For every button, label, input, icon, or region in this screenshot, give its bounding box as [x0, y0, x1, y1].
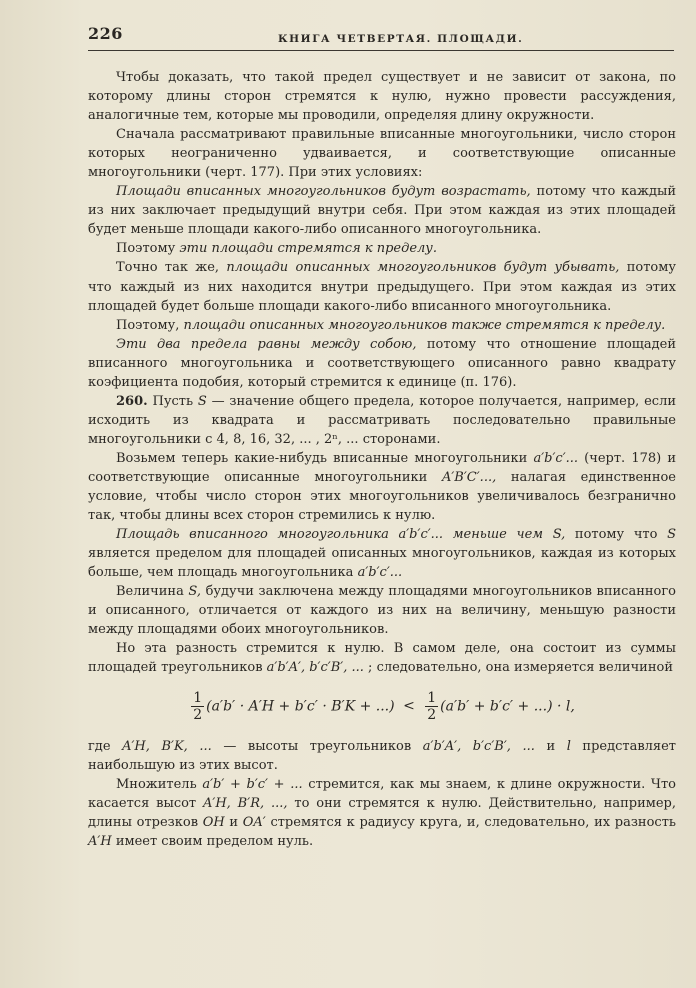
text-run: Множитель [116, 776, 203, 792]
text-run: A′H, B′K, ... [122, 738, 212, 754]
text-run: OH [202, 814, 225, 830]
paragraphs-before-formula [88, 68, 676, 678]
text-run: то они стремятся к нулю. Действительно, например, длины отрезков [88, 795, 676, 830]
paragraph [88, 182, 676, 239]
paragraph [88, 258, 676, 315]
paragraph [88, 392, 676, 449]
text-run: налагая единственное условие, чтобы число сторон этих многоугольников увеличивалось безгранично так, чтобы длины всех сторон стремились к нулю. [88, 469, 677, 524]
text-run: стремится, как мы знаем, к длине окружности. Что касается высот [88, 776, 676, 811]
formula [88, 690, 676, 723]
text-run: Площадь вписанного многоугольника a′b′c′... меньше чем S, [116, 527, 566, 543]
text-run: l [566, 738, 571, 754]
text-run: Величина [116, 584, 189, 600]
paragraph [88, 449, 676, 525]
text-run: стремятся к радиусу круга, и, следовательно, их разность [265, 814, 676, 830]
text-run: является пределом для площадей описанных многоугольников, каждая из которых больше, чем площадь многоугольника [88, 546, 676, 581]
text-run: A′B′C′..., [441, 469, 497, 485]
text-run: a′b′c′... [533, 450, 579, 466]
paragraph [88, 125, 676, 182]
text-run: (черт. 178) и соответствующие описанные многоугольники [88, 450, 676, 485]
text-run: Поэтому, [116, 317, 184, 333]
text-run: — значение общего предела, которое получается, например, если исходить из квадрата и рассматривать последовательно правильные многоугольники с 4, 8, 16, 32, ... , 2ⁿ, ... сторонами. [88, 393, 676, 447]
text-run: представляет наибольшую из этих высот. [88, 738, 676, 773]
text-run: потому что каждый из них находится внутри предыдущего. При этом каждая из этих площадей будет больше площади какого-либо вписанного многоугольника. [88, 260, 676, 314]
text-run: имеет своим пределом нуль. [111, 833, 314, 849]
text-run: Эти два предела равны между собою, [116, 336, 417, 352]
text-run: Чтобы доказать, что такой предел существует и не зависит от закона, по которому длины сторон стремятся к нулю, нужно провести рассуждения, аналогичные тем, которые мы проводили, определяя длину окружности. [88, 70, 676, 124]
text-run: площади описанных многоугольников будут убывать, [226, 260, 620, 276]
fraction-half-right: $\frac{1}{2}$ [427, 689, 437, 723]
text-run: и [224, 814, 243, 830]
paragraph [88, 639, 676, 677]
page-header [88, 24, 674, 51]
text-run: S [197, 393, 207, 409]
fraction-half-left: $\frac{1}{2}$ [193, 689, 203, 723]
body-text [88, 68, 676, 851]
paragraphs-after-formula [88, 737, 676, 851]
text-run: потому что [565, 527, 668, 543]
text-run: S, [188, 584, 201, 600]
paragraph [88, 775, 676, 851]
text-run: a′b′ + b′c′ + ... [202, 776, 303, 792]
page-number: 226 [88, 24, 123, 43]
text-run: площади описанных многоугольников также стремятся к пределу. [183, 317, 666, 333]
paragraph [88, 316, 676, 335]
paragraph [88, 68, 676, 125]
text-run: — высоты треугольников [211, 738, 423, 754]
text-run: эти площади стремятся к пределу. [179, 241, 437, 257]
text-run: Пусть [147, 393, 198, 409]
text-run: ; следовательно, она измеряется величиной [363, 660, 673, 676]
text-run: Площади вписанных многоугольников будут возрастать, [116, 184, 531, 200]
formula-relation: < [403, 698, 415, 714]
paragraph [88, 525, 676, 582]
running-head: КНИГА ЧЕТВЕРТАЯ. ПЛОЩАДИ. [278, 33, 524, 45]
text-run: A′H [88, 833, 112, 849]
text-run: Возьмем теперь какие-нибудь вписанные многоугольники [116, 450, 534, 466]
text-run: где [88, 738, 123, 754]
paragraph [88, 582, 676, 639]
text-run: a′b′A′, b′c′B′, ... [422, 738, 535, 754]
text-run: и [534, 738, 567, 754]
formula-left: (a′b′ · A′H + b′c′ · B′K + ...) [206, 698, 395, 714]
text-run: 260. [116, 393, 148, 409]
formula-right: (a′b′ + b′c′ + ...) · l, [440, 698, 575, 714]
text-run: Поэтому [116, 241, 180, 257]
text-run: OA′ [242, 814, 266, 830]
paragraph [88, 737, 676, 775]
text-run: Точно так же, [116, 260, 227, 276]
text-run: a′b′A′, b′c′B′, ... [266, 660, 364, 676]
text-run: потому что каждый из них заключает предыдущий внутри себя. При этом каждая из этих площадей будет меньше площади какого-либо описанного многоугольника. [88, 184, 676, 238]
text-run: Но эта разность стремится к нулю. В самом деле, она состоит из суммы площадей треугольников [88, 641, 676, 676]
text-run: a′b′c′... [357, 565, 403, 581]
paragraph [88, 335, 676, 392]
text-run: S [667, 527, 676, 543]
paragraph [88, 239, 676, 258]
text-run: Сначала рассматривают правильные вписанные многоугольники, число сторон которых неограниченно удваивается, и соответствующие описанные многоугольники (черт. 177). При этих условиях: [88, 127, 676, 181]
text-run: потому что отношение площадей вписанного многоугольника и соответствующего описанного равно квадрату коэфициента подобия, который стремится к единице (п. 176). [88, 336, 676, 390]
text-run: A′H, B′R, ..., [203, 795, 288, 811]
text-run: будучи заключена между площадями многоугольников вписанного и описанного, отличается от каждого из них на величину, меньшую разности между площадями обоих многоугольников. [88, 584, 676, 638]
